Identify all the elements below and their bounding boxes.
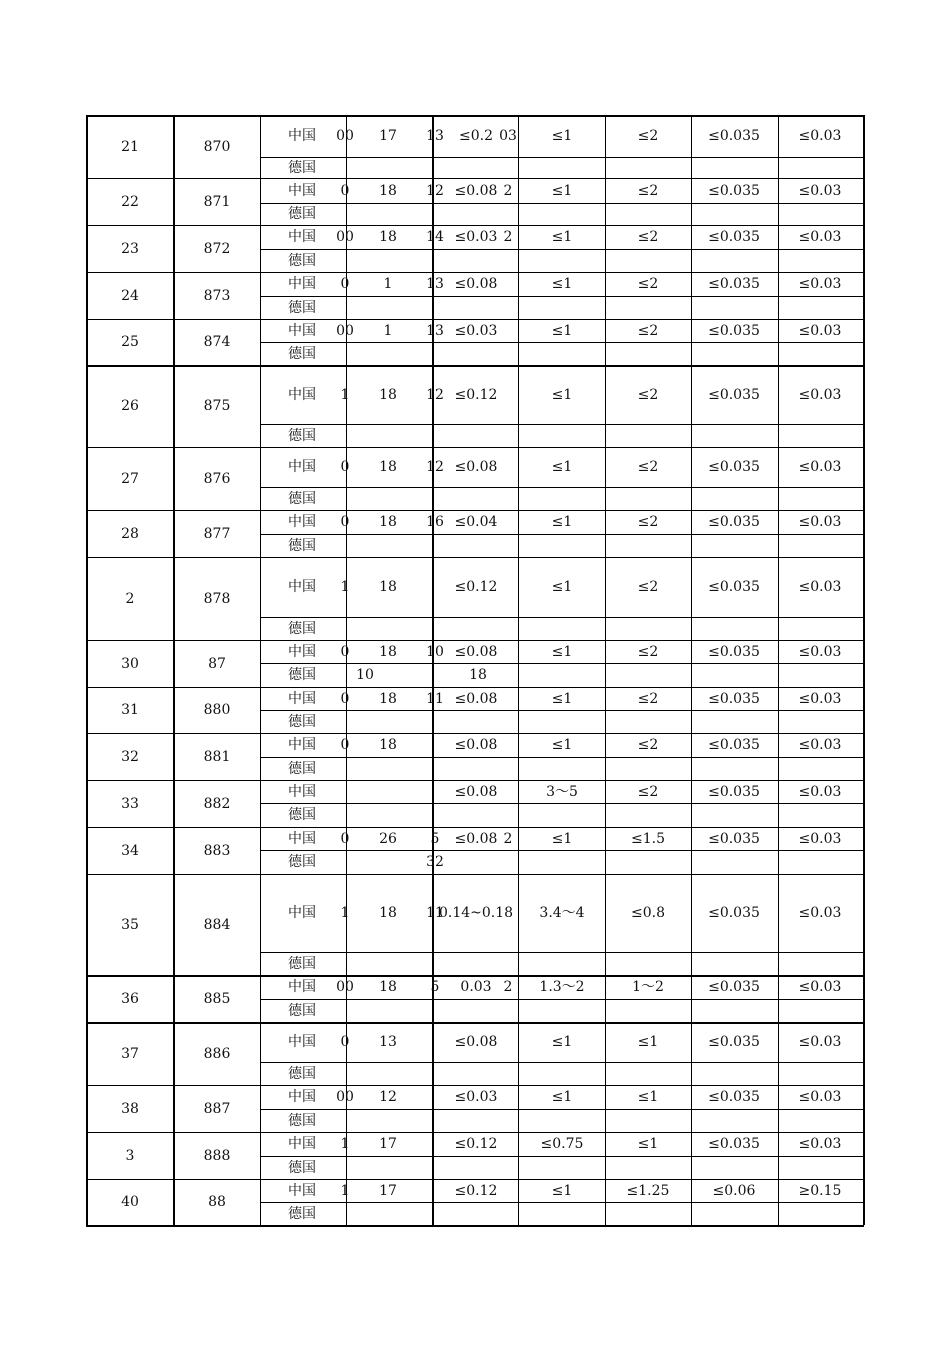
value-c3: 16 [426,514,444,530]
value-c4: ≤0.12 [454,1136,498,1152]
country-de-label: 德国 [288,713,316,730]
row-border [86,557,864,558]
row-border [86,1179,864,1180]
value-c4: ≤0.04 [454,514,498,530]
row-border [86,365,864,367]
row-number: 28 [121,525,139,542]
value-c4: ≤0.08 [454,182,498,199]
value-c6: ≤1 [551,643,573,660]
country-cn-label: 中国 [288,1136,316,1152]
row-split [260,952,864,953]
value-c6: ≤1 [551,1034,573,1050]
value-c1: 0 [340,737,350,753]
value-c8: ≤0.035 [708,830,760,847]
value-c1: 00 [336,1089,354,1105]
value-c3: 13 [426,322,444,339]
value-c7: ≤1.25 [626,1182,670,1199]
value-c6: ≤1 [551,737,573,753]
country-cn-label: 中国 [288,979,316,995]
value-c8: ≤0.035 [708,128,760,144]
value-c9: ≤0.03 [798,128,842,144]
row-split [260,424,864,425]
row-split [260,803,864,804]
row-split [260,1156,864,1157]
value-c6: ≤1 [551,514,573,530]
value-c9: ≤0.03 [798,276,842,292]
row-border [86,447,864,448]
value-c9: ≤0.03 [798,979,842,995]
row-number: 40 [121,1194,139,1210]
row-number: 38 [121,1100,139,1117]
value-c5: 2 [503,229,513,245]
grade-code: 871 [203,193,231,210]
grade-code: 884 [203,916,231,933]
row-split [260,534,864,535]
value-c9: ≤0.03 [798,386,842,403]
country-de-label: 德国 [288,1205,316,1222]
value-c1: 0 [340,514,350,530]
row-split [260,850,864,851]
country-cn-label: 中国 [288,737,316,753]
row-number: 25 [121,334,139,350]
row-number: 23 [121,240,139,257]
country-cn-label: 中国 [288,579,316,595]
value-c8: ≤0.035 [708,783,760,800]
value-c7: ≤2 [637,514,659,530]
value-c9: ≤0.03 [798,322,842,339]
value-c6: ≤1 [551,229,573,245]
value-c5: 03 [499,128,517,144]
value-c7: ≤2 [637,579,659,595]
table-border-bottom [86,1225,864,1227]
country-de-label: 德国 [288,345,316,362]
country-cn-label: 中国 [288,783,316,800]
row-number: 35 [121,916,139,933]
value-c7: ≤2 [637,276,659,292]
value-c7: ≤2 [637,182,659,199]
row-border [86,687,864,688]
row-border [86,874,864,875]
row-border [86,640,864,641]
country-cn-label: 中国 [288,905,316,921]
country-de-label: 德国 [288,490,316,507]
value-c4: 0.14~0.18 [438,905,514,921]
table-border-left [86,115,88,1225]
row-border [86,510,864,511]
value-c2: 18 [379,459,397,475]
value-c9: ≤0.03 [798,690,842,707]
value-c7: ≤2 [637,459,659,475]
row-border [86,975,864,977]
value-c8: ≤0.035 [708,690,760,707]
value-c4: ≤0.03 [454,229,498,245]
value-c6: ≤1 [551,830,573,847]
country-cn-label: 中国 [288,514,316,530]
row-split [260,999,864,1000]
country-cn-label: 中国 [288,1089,316,1105]
row-split [260,296,864,297]
country-de-label: 德国 [288,159,316,176]
value-c6: ≤1 [551,690,573,707]
row-border [86,319,864,320]
value-c6: ≤1 [551,459,573,475]
value-c4: ≤0.08 [454,643,498,660]
row-border [86,178,864,179]
value-c2: 18 [379,182,397,199]
row-number: 37 [121,1045,139,1062]
grade-code: 888 [203,1147,231,1164]
grade-code: 874 [203,334,231,350]
value-c3: 12 [426,182,444,199]
value-c2: 18 [379,690,397,707]
grade-code: 870 [203,138,231,155]
de-value-c1: 10 [356,667,374,683]
value-c2: 12 [379,1089,397,1105]
value-c7: ≤1.5 [631,830,665,847]
value-c4: ≤0.12 [454,386,498,403]
value-c4: ≤0.12 [454,579,498,595]
value-c1: 1 [340,579,350,595]
country-de-label: 德国 [288,760,316,777]
value-c3: 12 [426,459,444,475]
value-c8: ≤0.035 [708,1089,760,1105]
country-de-label: 德国 [288,955,316,972]
row-split [260,203,864,204]
row-split [260,1109,864,1110]
value-c8: ≤0.035 [708,905,760,921]
value-c1: 0 [340,459,350,475]
value-c8: ≤0.035 [708,1136,760,1152]
grade-code: 875 [203,398,231,414]
country-de-label: 德国 [288,1159,316,1176]
value-c2: 17 [379,1136,397,1152]
value-c7: 1～2 [632,979,664,995]
value-c3: 11 [426,690,444,707]
value-c4: ≤0.12 [454,1182,498,1199]
row-number: 27 [121,470,139,487]
value-c8: ≤0.035 [708,182,760,199]
row-number: 33 [121,795,139,812]
country-de-label: 德国 [288,667,316,683]
value-c1: 0 [340,643,350,660]
value-c4: 0.03 [460,979,492,995]
value-c8: ≤0.035 [708,579,760,595]
row-number: 22 [121,193,139,210]
column-divider [518,115,519,1225]
value-c8: ≤0.035 [708,229,760,245]
value-c3: 5 [430,830,440,847]
value-c1: 1 [340,386,350,403]
value-c1: 0 [340,276,350,292]
value-c9: ≤0.03 [798,459,842,475]
row-border [86,225,864,226]
value-c4: ≤0.03 [454,1089,498,1105]
value-c1: 1 [340,1182,350,1199]
value-c6: ≤1 [551,1089,573,1105]
value-c9: ≤0.03 [798,905,842,921]
value-c7: ≤0.8 [631,905,665,921]
country-cn-label: 中国 [288,1182,316,1199]
grade-code: 882 [203,795,231,812]
value-c2: 18 [379,514,397,530]
grade-code: 887 [203,1100,231,1117]
column-divider [778,115,779,1225]
value-c6: ≤1 [551,1182,573,1199]
value-c8: ≤0.035 [708,643,760,660]
country-cn-label: 中国 [288,128,316,144]
value-c4: ≤0.08 [454,1034,498,1050]
value-c4: ≤0.2 [459,128,493,144]
row-number: 26 [121,398,139,414]
country-cn-label: 中国 [288,276,316,292]
row-split [260,249,864,250]
value-c2: 1 [383,322,393,339]
value-c1: 0 [340,690,350,707]
value-c7: ≤2 [637,386,659,403]
value-c2: 26 [379,830,397,847]
country-cn-label: 中国 [288,386,316,403]
value-c2: 18 [379,905,397,921]
country-de-label: 德国 [288,1112,316,1129]
value-c2: 18 [379,229,397,245]
column-divider [260,115,261,1225]
country-de-label: 德国 [288,854,316,870]
grade-code: 876 [203,470,231,487]
grade-code: 872 [203,240,231,257]
value-c6: 3～5 [546,783,578,800]
grade-code: 88 [208,1194,226,1210]
table-border-right [863,115,865,1225]
value-c9: ≤0.03 [798,579,842,595]
value-c2: 1 [383,276,393,292]
value-c6: ≤1 [551,322,573,339]
value-c1: 00 [336,979,354,995]
value-c7: ≤2 [637,737,659,753]
country-de-label: 德国 [288,620,316,637]
country-cn-label: 中国 [288,830,316,847]
value-c3: 13 [426,276,444,292]
row-number: 21 [121,138,139,155]
row-number: 3 [125,1147,135,1164]
value-c9: ≤0.03 [798,830,842,847]
value-c6: ≤1 [551,276,573,292]
row-border [86,1022,864,1024]
value-c9: ≤0.03 [798,1136,842,1152]
value-c8: ≤0.035 [708,322,760,339]
row-split [260,1202,864,1203]
value-c5: 2 [503,830,513,847]
value-c9: ≤0.03 [798,783,842,800]
column-divider [173,115,175,1225]
row-split [260,757,864,758]
value-c6: ≤0.75 [540,1136,584,1152]
value-c2: 18 [379,579,397,595]
value-c9: ≤0.03 [798,737,842,753]
value-c8: ≤0.035 [708,386,760,403]
country-cn-label: 中国 [288,643,316,660]
value-c8: ≤0.035 [708,459,760,475]
value-c2: 17 [379,128,397,144]
value-c7: ≤1 [637,1136,659,1152]
value-c1: 1 [340,1136,350,1152]
country-cn-label: 中国 [288,690,316,707]
value-c3: 10 [426,643,444,660]
value-c7: ≤2 [637,690,659,707]
value-c9: ≤0.03 [798,1034,842,1050]
country-cn-label: 中国 [288,459,316,475]
value-c6: ≤1 [551,182,573,199]
row-split [260,1062,864,1063]
value-c1: 1 [340,905,350,921]
row-split [260,157,864,158]
grade-code: 885 [203,990,231,1007]
grade-code: 886 [203,1045,231,1062]
country-de-label: 德国 [288,299,316,316]
value-c7: ≤1 [637,1089,659,1105]
row-split [260,342,864,343]
value-c8: ≤0.06 [712,1182,756,1199]
value-c8: ≤0.035 [708,979,760,995]
country-cn-label: 中国 [288,229,316,245]
value-c9: ≤0.03 [798,229,842,245]
grade-code: 883 [203,842,231,859]
column-divider [691,115,692,1225]
row-split [260,487,864,488]
country-de-label: 德国 [288,1065,316,1082]
value-c5: 2 [503,979,513,995]
grade-code: 87 [208,655,226,672]
row-border [86,1085,864,1086]
value-c1: 0 [340,1034,350,1050]
country-de-label: 德国 [288,807,316,823]
grade-code: 880 [203,702,231,718]
country-cn-label: 中国 [288,322,316,339]
row-number: 34 [121,842,139,859]
value-c4: ≤0.08 [454,690,498,707]
value-c2: 13 [379,1034,397,1050]
row-number: 36 [121,990,139,1007]
row-number: 31 [121,702,139,718]
value-c4: ≤0.08 [454,459,498,475]
row-split [260,710,864,711]
country-de-label: 德国 [288,427,316,444]
value-c9: ≤0.03 [798,1089,842,1105]
value-c7: ≤2 [637,322,659,339]
grade-code: 878 [203,590,231,607]
value-c8: ≤0.035 [708,514,760,530]
value-c6: 3.4～4 [539,905,585,921]
country-de-label: 德国 [288,537,316,554]
row-border [86,115,864,117]
value-c3: 14 [426,229,444,245]
row-split [260,663,864,664]
value-c3: 5 [430,979,440,995]
value-c8: ≤0.035 [708,1034,760,1050]
value-c3: 13 [426,128,444,144]
row-border [86,827,864,828]
country-de-label: 德国 [288,1002,316,1019]
value-c9: ≥0.15 [798,1182,842,1199]
value-c5: 2 [503,182,513,199]
value-c2: 17 [379,1182,397,1199]
value-c2: 18 [379,643,397,660]
value-c3: 12 [426,386,444,403]
grade-code: 877 [203,525,231,542]
de-value-c4: 18 [469,667,487,683]
country-de-label: 德国 [288,252,316,269]
value-c4: ≤0.08 [454,830,498,847]
value-c7: ≤2 [637,643,659,660]
value-c2: 18 [379,386,397,403]
value-c1: 0 [340,182,350,199]
value-c2: 18 [379,979,397,995]
value-c6: ≤1 [551,128,573,144]
grade-code: 881 [203,748,231,765]
value-c6: 1.3～2 [539,979,585,995]
country-cn-label: 中国 [288,182,316,199]
value-c7: ≤2 [637,229,659,245]
value-c1: 00 [336,229,354,245]
column-divider [605,115,606,1225]
value-c4: ≤0.08 [454,276,498,292]
value-c6: ≤1 [551,579,573,595]
grade-code: 873 [203,287,231,304]
row-border [86,272,864,273]
value-c8: ≤0.035 [708,276,760,292]
country-cn-label: 中国 [288,1034,316,1050]
value-c1: 0 [340,830,350,847]
value-c4: ≤0.08 [454,783,498,800]
row-border [86,780,864,781]
value-c7: ≤2 [637,783,659,800]
value-c1: 00 [336,128,354,144]
value-c7: ≤2 [637,128,659,144]
value-c4: ≤0.03 [454,322,498,339]
value-c8: ≤0.035 [708,737,760,753]
value-c9: ≤0.03 [798,182,842,199]
value-c4: ≤0.08 [454,737,498,753]
country-de-label: 德国 [288,206,316,222]
row-number: 2 [125,590,135,607]
value-c9: ≤0.03 [798,643,842,660]
value-c3: 11 [426,905,444,921]
row-border [86,1132,864,1133]
row-split [260,617,864,618]
de-value-c3: 32 [426,854,444,870]
value-c6: ≤1 [551,386,573,403]
row-number: 30 [121,655,139,672]
row-number: 32 [121,748,139,765]
row-number: 24 [121,287,139,304]
value-c7: ≤1 [637,1034,659,1050]
row-border [86,733,864,734]
value-c9: ≤0.03 [798,514,842,530]
value-c2: 18 [379,737,397,753]
value-c1: 00 [336,322,354,339]
